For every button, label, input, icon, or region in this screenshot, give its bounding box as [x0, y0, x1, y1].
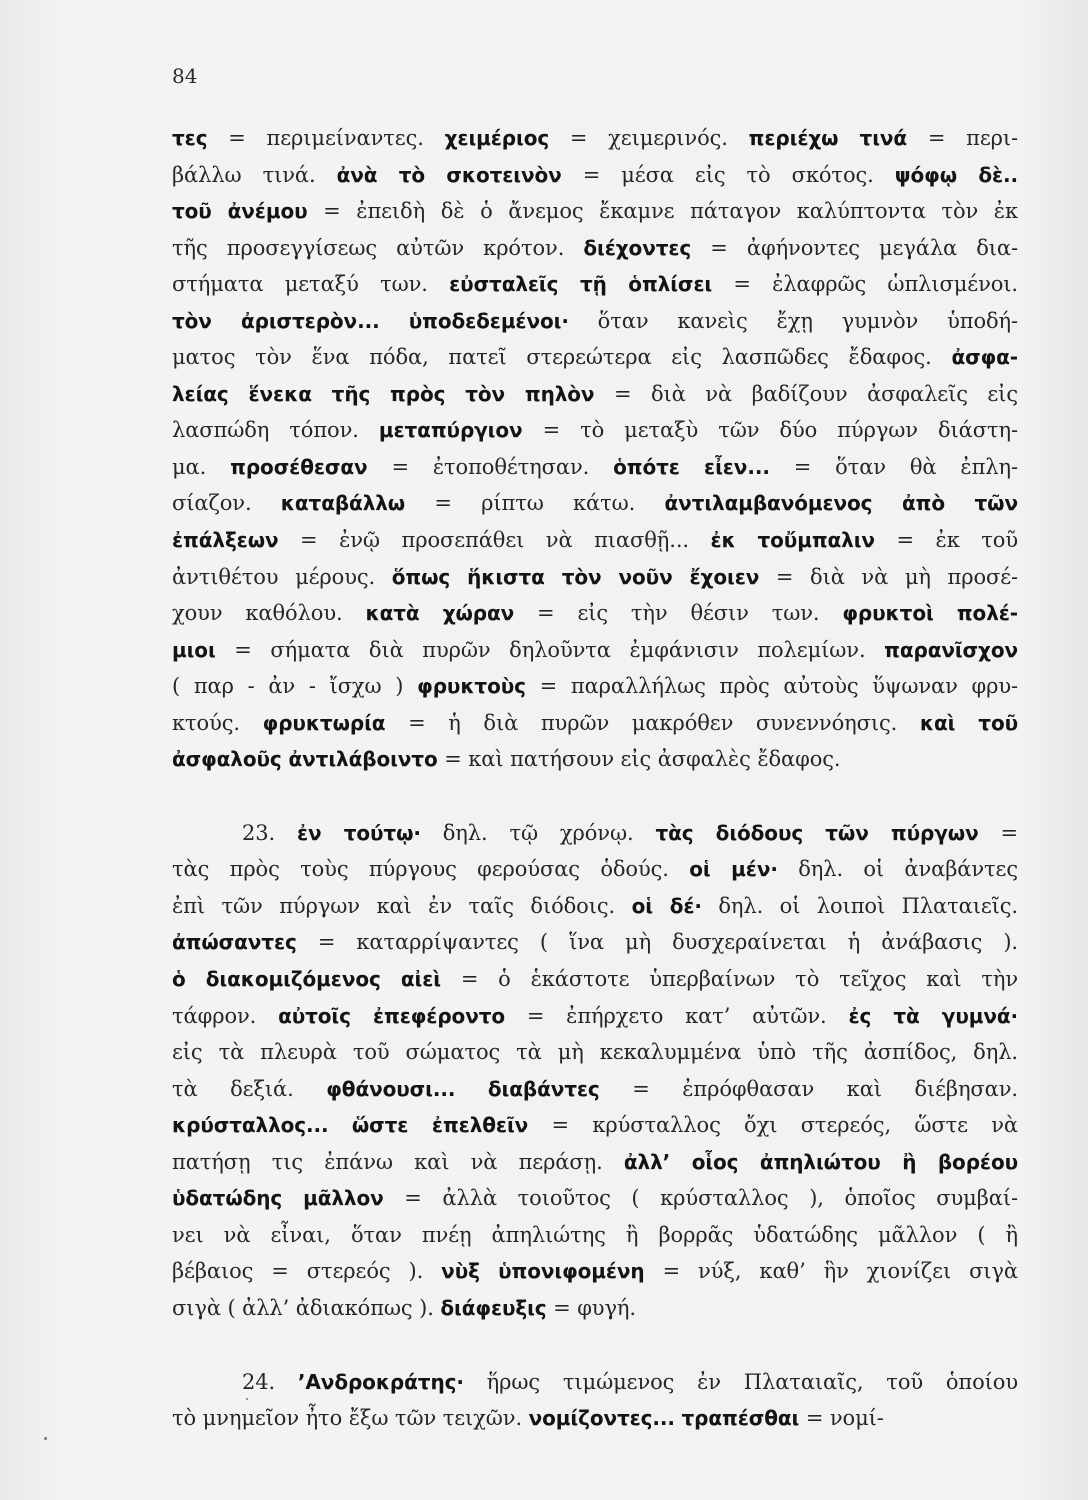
lemma-term: ὅπως ἥκιστα τὸν νοῦν ἔχοιεν: [391, 564, 760, 589]
gloss-text: = ἐλαφρῶς ὡπλισμένοι.: [712, 272, 1018, 297]
text-line: [172, 1034, 1018, 1071]
gloss-text: τὰς πρὸς τοὺς πύργους φερούσας ὁδούς.: [172, 857, 690, 882]
gloss-text: ὅταν κανεὶς ἔχῃ γυμνὸν ὑποδή-: [568, 308, 1018, 333]
gloss-text: λασπώδη τόπον.: [172, 418, 379, 443]
paragraph-gap: [172, 778, 1018, 815]
lemma-term: μιοι: [172, 637, 216, 662]
text-line: [172, 961, 1018, 998]
text-line: [172, 924, 1018, 961]
gloss-text: = μέσα εἰς τὸ σκότος.: [561, 162, 895, 187]
text-line: [172, 303, 1018, 340]
gloss-text: = ἐπήρχετο κατ’ αὐτῶν.: [505, 1003, 849, 1028]
gloss-text: [675, 1406, 682, 1430]
gloss-text: [455, 1077, 488, 1101]
gloss-text: ( παρ - ἀν - ἴσχω ): [172, 674, 418, 699]
gloss-text: δηλ. οἱ ἀναβάντες: [777, 857, 1018, 882]
lemma-term: ὁπότε εἶεν...: [613, 454, 770, 479]
print-speck: [44, 1437, 47, 1440]
lemma-term: διαβάντες: [487, 1076, 600, 1101]
gloss-text: τάφρον.: [172, 1003, 279, 1028]
text-line: [172, 157, 1018, 194]
lemma-term: φρυκτωρία: [262, 710, 386, 735]
lemma-term: ’Ανδροκράτης·: [297, 1369, 464, 1394]
lemma-term: οἱ μέν·: [689, 857, 778, 882]
lemma-term: νομίζοντες...: [528, 1406, 675, 1431]
gloss-text: = ἐκ τοῦ: [874, 528, 1018, 553]
lemma-term: ἐπάλξεων: [172, 528, 279, 553]
gloss-text: = νομί-: [799, 1406, 884, 1431]
lemma-term: τοῦ ἀνέμου: [172, 199, 308, 224]
gloss-text: τὸ μνημεῖον ἦτο ἔξω τῶν τειχῶν.: [172, 1406, 529, 1431]
text-line: [172, 559, 1018, 596]
lemma-term: ἐς τὰ γυμνά·: [848, 1003, 1018, 1028]
text-line: [172, 193, 1018, 230]
gloss-text: κτούς.: [172, 710, 263, 735]
page-number: 84: [172, 64, 198, 88]
gloss-text: βάλλω τινά.: [172, 162, 337, 187]
gloss-text: = περι-: [907, 126, 1018, 150]
gloss-text: = νύξ, καθ’ ἣν χιονίζει σιγὰ: [644, 1259, 1018, 1284]
gloss-text: χουν καθόλου.: [172, 601, 366, 626]
gloss-text: = παραλλήλως πρὸς αὐτοὺς ὕψωναν φρυ-: [525, 674, 1018, 699]
text-line: [172, 741, 1018, 778]
gloss-text: τὰ δεξιά.: [172, 1076, 327, 1101]
gloss-text: = περιμείναντες.: [207, 126, 445, 150]
gloss-text: = ὁ ἑκάστοτε ὑπερβαίνων τὸ τεῖχος καὶ τὴν: [440, 967, 1018, 992]
lemma-term: τὸν ἀριστερὸν... ὑποδεδεμένοι·: [172, 308, 569, 333]
gloss-text: = ρίπτω κάτω.: [405, 491, 665, 516]
lemma-term: τες: [172, 126, 208, 150]
gloss-text: τῆς προσεγγίσεως αὐτῶν κρότον.: [172, 235, 584, 260]
section-24: [172, 1364, 1018, 1437]
lemma-term: ἀσφα-: [951, 345, 1018, 370]
commentary-text: [172, 120, 1018, 1437]
text-line: [172, 815, 1018, 852]
gloss-text: = τὸ μεταξὺ τῶν δύο πύργων διάστη-: [522, 418, 1018, 443]
text-line: [172, 230, 1018, 267]
lemma-term: ἀλλ’ οἷος ἀπηλιώτου ἢ βορέου: [623, 1149, 1018, 1174]
lemma-term: προσέθεσαν: [230, 454, 368, 479]
print-speck: [246, 1398, 248, 1400]
text-line: [172, 595, 1018, 632]
gloss-text: 23.: [242, 820, 297, 845]
gloss-text: δηλ. οἱ λοιποὶ Πλαταιεῖς.: [701, 893, 1018, 918]
text-line: [172, 1107, 1018, 1144]
text-line: [172, 1144, 1018, 1181]
lemma-term: ἀσφαλοῦς ἀντιλάβοιντο: [172, 747, 438, 772]
gloss-text: ἐπὶ τῶν πύργων καὶ ἐν ταῖς διόδοις.: [172, 893, 632, 918]
gloss-text: ἀντιθέτου μέρους.: [172, 564, 392, 589]
gloss-text: μα.: [172, 454, 231, 479]
lemma-term: λείας ἕνεκα τῆς πρὸς τὸν πηλὸν: [172, 381, 595, 406]
lemma-term: τὰς διόδους τῶν πύργων: [655, 820, 979, 845]
text-line: [172, 851, 1018, 888]
lemma-term: ἀνὰ τὸ σκοτεινὸν: [336, 162, 562, 187]
text-line: [172, 266, 1018, 303]
lemma-term: ὑδατώδης μᾶλλον: [172, 1186, 384, 1211]
lemma-term: καταβάλλω: [280, 491, 406, 516]
text-line: [172, 522, 1018, 559]
section-23: [172, 815, 1018, 1327]
gloss-text: = κρύσταλλος ὄχι στερεός, ὥστε νὰ: [528, 1113, 1018, 1138]
text-line: [172, 120, 1018, 157]
lemma-term: παρανῖσχον: [884, 637, 1018, 662]
lemma-term: μεταπύργιον: [378, 418, 523, 443]
lemma-term: φρυκτοὺς: [417, 674, 526, 699]
lemma-term: διέχοντες: [583, 235, 692, 260]
lemma-term: οἱ δέ·: [631, 893, 702, 918]
text-line: [172, 376, 1018, 413]
gloss-text: = ἐπειδὴ δὲ ὁ ἄνεμος ἔκαμνε πάταγον καλύπτοντα τὸν ἐκ: [307, 199, 1018, 224]
gloss-text: = χειμερινός.: [549, 126, 749, 150]
text-line: [172, 1071, 1018, 1108]
gloss-text: σιγὰ ( ἀλλ’ ἀδιακόπως ).: [172, 1295, 441, 1320]
gloss-text: = διὰ νὰ μὴ προσέ-: [759, 564, 1018, 589]
text-line: [172, 1217, 1018, 1254]
text-line: [172, 998, 1018, 1035]
gloss-text: = ὅταν θὰ ἐπλη-: [769, 454, 1018, 479]
gloss-text: = σήματα διὰ πυρῶν δηλοῦντα ἐμφάνισιν πολεμίων.: [215, 637, 885, 662]
gloss-text: = ἀλλὰ τοιοῦτος ( κρύσταλλος ), ὁποῖος συμβαί-: [383, 1186, 1018, 1211]
text-line: [172, 632, 1018, 669]
lemma-term: περιέχω τινά: [748, 126, 908, 150]
text-line: [172, 339, 1018, 376]
text-line: [172, 1253, 1018, 1290]
lemma-term: εὐσταλεῖς τῇ ὁπλίσει: [449, 272, 713, 297]
lemma-term: ἐν τούτῳ·: [296, 820, 421, 845]
lemma-term: ἀπώσαντες: [172, 930, 297, 955]
gloss-text: = καὶ πατήσουν εἰς ἀσφαλὲς ἔδαφος.: [437, 747, 841, 772]
gloss-text: βέβαιος = στερεός ).: [172, 1259, 442, 1284]
text-line: [172, 412, 1018, 449]
gloss-text: 24.: [242, 1369, 298, 1394]
gloss-text: = ἀφήνοντες μεγάλα δια-: [691, 235, 1018, 260]
lemma-term: ἀντιλαμβανόμενος ἀπὸ τῶν: [664, 491, 1018, 516]
lemma-term: νὺξ ὑπονιφομένη: [441, 1259, 645, 1284]
gloss-text: στήματα μεταξύ των.: [172, 272, 450, 297]
gloss-text: δηλ. τῷ χρόνῳ.: [420, 820, 656, 845]
gloss-text: = καταρρίψαντες ( ἵνα μὴ δυσχεραίνεται ἡ ἀνάβασις ).: [296, 930, 1018, 955]
paragraph-gap: [172, 1327, 1018, 1364]
gloss-text: = ἡ διὰ πυρῶν μακρόθεν συνεννόησις.: [385, 710, 920, 735]
gloss-text: ματος τὸν ἕνα πόδα, πατεῖ στερεώτερα εἰς λασπῶδες ἔδαφος.: [172, 345, 952, 370]
text-line: [172, 705, 1018, 742]
text-line: [172, 1400, 1018, 1437]
gloss-text: = εἰς τὴν θέσιν των.: [514, 601, 843, 626]
lemma-term: τραπέσθαι: [681, 1406, 800, 1431]
gloss-text: εἰς τὰ πλευρὰ τοῦ σώματος τὰ μὴ κεκαλυμμένα ὑπὸ τῆς ἀσπίδος, δηλ.: [172, 1040, 1018, 1065]
text-line: [172, 1290, 1018, 1327]
text-line: [172, 1180, 1018, 1217]
lemma-term: ὁ διακομιζόμενος αἰεὶ: [172, 967, 441, 992]
gloss-text: = ἐτοποθέτησαν.: [367, 454, 614, 479]
lemma-term: κρύσταλλος...: [172, 1113, 329, 1138]
lemma-term: ὥστε ἐπελθεῖν: [351, 1113, 529, 1138]
lemma-term: φθάνουσι...: [326, 1076, 456, 1101]
lemma-term: διάφευξις: [440, 1295, 547, 1320]
gloss-text: ἥρως τιμώμενος ἐν Πλαταιαῖς, τοῦ ὁποίου: [463, 1369, 1018, 1394]
gloss-text: =: [978, 820, 1018, 845]
lemma-term: χειμέριος: [444, 126, 550, 150]
lemma-term: φρυκτοὶ πολέ-: [842, 601, 1018, 626]
gloss-text: [329, 1113, 352, 1137]
gloss-text: = διὰ νὰ βαδίζουν ἀσφαλεῖς εἰς: [594, 381, 1018, 406]
lemma-term: ψόφῳ δὲ..: [894, 162, 1018, 187]
gloss-text: πατήσῃ τις ἐπάνω καὶ νὰ περάσῃ.: [172, 1149, 624, 1174]
text-line: [172, 1364, 1018, 1401]
lemma-term: κατὰ χώραν: [365, 601, 515, 626]
gloss-text: = ἐνῷ προσεπάθει νὰ πιασθῇ...: [278, 528, 711, 553]
text-line: [172, 668, 1018, 705]
text-line: [172, 485, 1018, 522]
text-line: [172, 888, 1018, 925]
lemma-term: καὶ τοῦ: [919, 710, 1018, 735]
gloss-text: νει νὰ εἶναι, ὅταν πνέῃ ἀπηλιώτης ἢ βορρᾶς ὑδατώδης μᾶλλον ( ἢ: [172, 1222, 1018, 1247]
lemma-term: αὐτοῖς ἐπεφέροντο: [278, 1003, 506, 1028]
gloss-text: = ἐπρόφθασαν καὶ διέβησαν.: [599, 1076, 1018, 1101]
gloss-text: σίαζον.: [172, 491, 281, 516]
text-line: [172, 449, 1018, 486]
lemma-term: ἐκ τοὔμπαλιν: [710, 528, 875, 553]
gloss-text: = φυγή.: [546, 1295, 636, 1320]
glossary-continuation: [172, 120, 1018, 778]
